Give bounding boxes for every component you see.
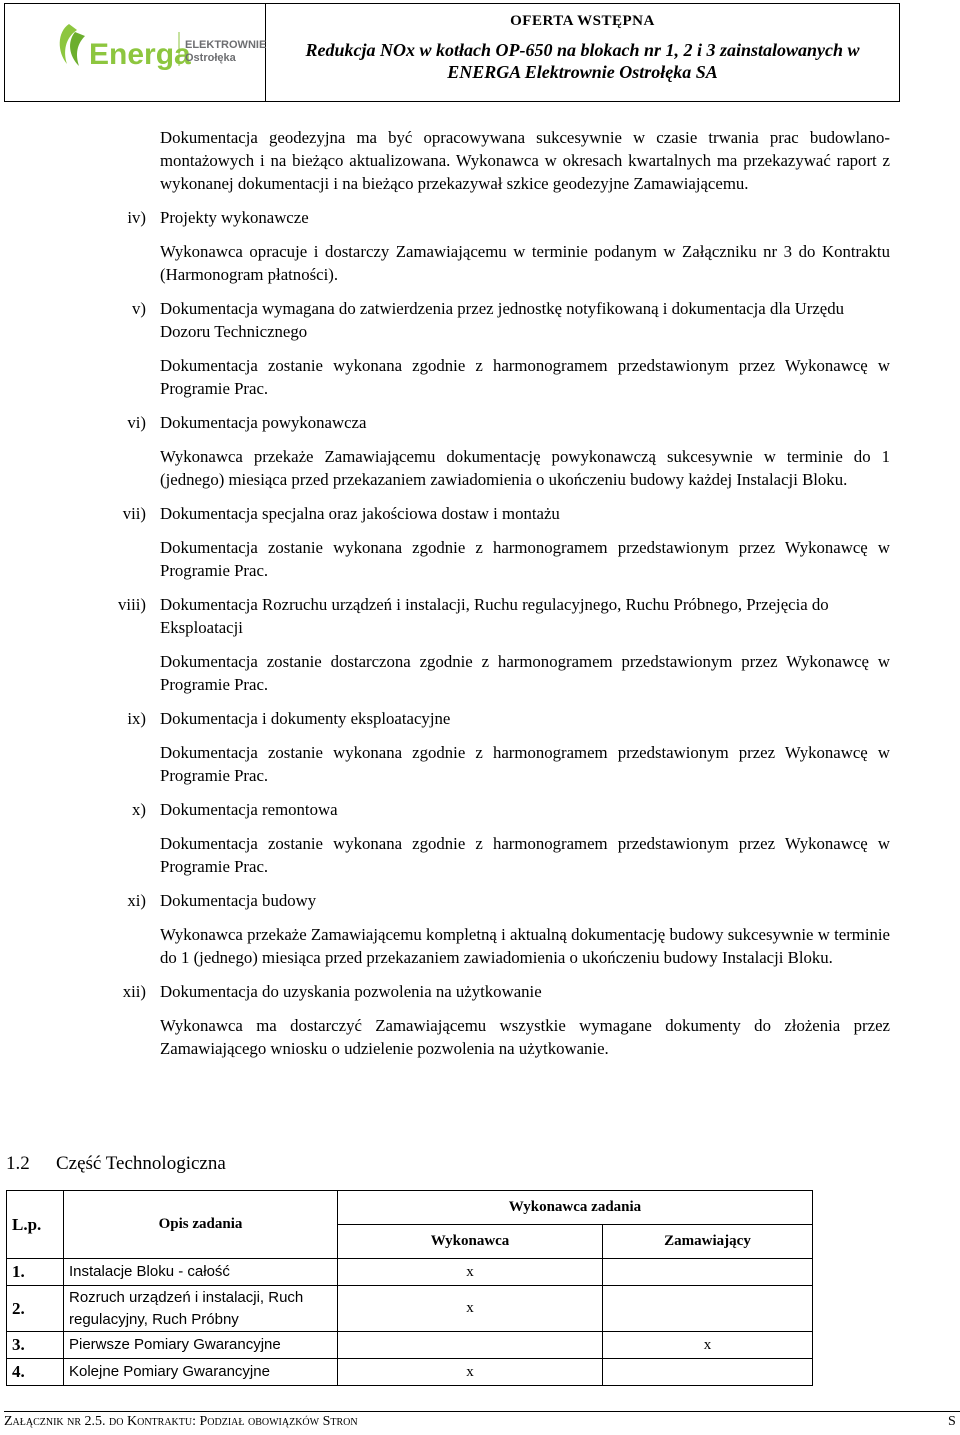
item-number: xii): [122, 982, 146, 1001]
logo-cell: [5, 4, 266, 101]
documentation-item: [0, 411, 960, 502]
documentation-item: [0, 798, 960, 889]
header-zamawiajacy: Zamawiający: [603, 1225, 813, 1259]
documentation-item: [0, 297, 960, 411]
row-description: Instalacje Bloku - całość: [64, 1259, 338, 1286]
item-body: Wykonawca przekaże Zamawiającemu dokumentację powykonawczą sukcesywnie w terminie do 1 (jednego) miesiąca przed przekazaniem zawiadomienia o ukończeniu budowy każdej Instalacji Bloku.: [160, 447, 890, 489]
row-zamawiajacy-mark: x: [603, 1332, 813, 1359]
row-zamawiajacy-mark: [603, 1359, 813, 1386]
section-heading: [6, 1153, 226, 1175]
row-zamawiajacy-mark: [603, 1259, 813, 1286]
item-heading: [132, 798, 890, 821]
documentation-item: [0, 502, 960, 593]
item-body: Dokumentacja zostanie wykonana zgodnie z harmonogramem przedstawionym przez Wykonawcę w Programie Prac.: [160, 834, 890, 876]
row-lp: 3.: [7, 1332, 64, 1359]
row-zamawiajacy-mark: [603, 1286, 813, 1332]
header-title-cell: [266, 4, 899, 101]
item-title: Dokumentacja Rozruchu urządzeń i instalacji, Ruchu regulacyjnego, Ruchu Próbnego, Przejęcia do Eksploatacji: [160, 595, 829, 637]
logo-sub-line2: Ostrołęka: [185, 52, 236, 64]
item-title: Dokumentacja specjalna oraz jakościowa dostaw i montażu: [160, 504, 560, 523]
item-number: iv): [127, 208, 146, 227]
item-title: Dokumentacja do uzyskania pozwolenia na użytkowanie: [160, 982, 542, 1001]
item-heading: [127, 411, 890, 434]
item-body: Dokumentacja zostanie wykonana zgodnie z harmonogramem przedstawionym przez Wykonawcę w Programie Prac.: [160, 743, 890, 785]
offer-title: OFERTA WSTĘPNA: [510, 13, 655, 29]
page-footer: [4, 1411, 960, 1430]
row-lp: 2.: [7, 1286, 64, 1332]
item-number: v): [132, 299, 146, 318]
documentation-item: [0, 707, 960, 798]
item-heading: [118, 593, 890, 639]
documentation-item: [0, 980, 960, 1071]
intro-paragraph: Dokumentacja geodezyjna ma być opracowywana sukcesywnie w czasie trwania prac budowlano-montażowych i na bieżąco aktualizowana. Wykonawca w okresach kwartalnych ma przekazywać raport z wykonanej dokumentacji i na bieżąco przekazywał szkice geodezyjne Zamawiającemu.: [160, 128, 890, 193]
header-wykonawca: Wykonawca: [338, 1225, 603, 1259]
footer-page-fragment: S: [948, 1414, 956, 1429]
table-body: [7, 1259, 813, 1386]
row-description: Kolejne Pomiary Gwarancyjne: [64, 1359, 338, 1386]
row-description: Pierwsze Pomiary Gwarancyjne: [64, 1332, 338, 1359]
energa-logo: [55, 18, 267, 88]
page-header: [4, 3, 900, 102]
item-heading: [127, 206, 890, 229]
item-body: Dokumentacja zostanie wykonana zgodnie z harmonogramem przedstawionym przez Wykonawcę w Programie Prac.: [160, 538, 890, 580]
item-body: Dokumentacja zostanie dostarczona zgodnie z harmonogramem przedstawionym przez Wykonawcę w Programie Prac.: [160, 652, 890, 694]
row-wykonawca-mark: x: [338, 1359, 603, 1386]
item-body: Wykonawca ma dostarczyć Zamawiającemu wszystkie wymagane dokumenty do złożenia przez Zamawiającego wniosku o udzielenie pozwolenia na użytkowanie.: [160, 1016, 890, 1058]
item-number: x): [132, 800, 146, 819]
footer-text: Załącznik nr 2.5. do Kontraktu: Podział obowiązków Stron: [4, 1414, 358, 1429]
item-number: vi): [127, 413, 146, 432]
item-body: Wykonawca przekaże Zamawiającemu kompletną i aktualną dokumentację budowy sukcesywnie w terminie do 1 (jednego) miesiąca przed przekazaniem zawiadomienia o ukończeniu budowy Instalacji Bloku.: [160, 925, 890, 967]
header-group: Wykonawca zadania: [338, 1191, 813, 1225]
document-body: [0, 126, 960, 1071]
row-wykonawca-mark: x: [338, 1286, 603, 1332]
documentation-list: [0, 206, 960, 1071]
row-description: Rozruch urządzeń i instalacji, Ruch regulacyjny, Ruch Próbny: [64, 1286, 338, 1332]
documentation-item: [0, 206, 960, 297]
row-lp: 4.: [7, 1359, 64, 1386]
header-lp: L.p.: [7, 1191, 64, 1259]
item-body: Wykonawca opracuje i dostarczy Zamawiającemu w terminie podanym w Załączniku nr 3 do Kontraktu (Harmonogram płatności).: [160, 242, 890, 284]
section-number: 1.2: [6, 1153, 30, 1174]
responsibility-table: [6, 1190, 813, 1386]
row-lp: 1.: [7, 1259, 64, 1286]
item-title: Dokumentacja remontowa: [160, 800, 338, 819]
item-title: Projekty wykonawcze: [160, 208, 309, 227]
project-title: Redukcja NOx w kotłach OP-650 na blokach nr 1, 2 i 3 zainstalowanych w ENERGA Elektrownie Ostrołęka SA: [305, 40, 860, 82]
row-wykonawca-mark: x: [338, 1259, 603, 1286]
documentation-item: [0, 593, 960, 707]
table-row: [7, 1259, 813, 1286]
item-heading: [127, 889, 890, 912]
item-number: xi): [127, 891, 146, 910]
item-heading: [127, 707, 890, 730]
item-title: Dokumentacja powykonawcza: [160, 413, 367, 432]
documentation-item: [0, 889, 960, 980]
item-heading: [122, 980, 890, 1003]
table-row: [7, 1332, 813, 1359]
logo-wing-shape: [70, 32, 85, 66]
row-wykonawca-mark: [338, 1332, 603, 1359]
item-number: vii): [122, 504, 146, 523]
item-number: viii): [118, 595, 146, 614]
item-title: Dokumentacja i dokumenty eksploatacyjne: [160, 709, 451, 728]
header-description: Opis zadania: [64, 1191, 338, 1259]
table-header-row: [7, 1191, 813, 1225]
item-heading: [122, 502, 890, 525]
logo-sub-line1: ELEKTROWNIE: [185, 39, 267, 51]
table-row: [7, 1359, 813, 1386]
item-number: ix): [127, 709, 146, 728]
item-title: Dokumentacja wymagana do zatwierdzenia przez jednostkę notyfikowaną i dokumentacja dla Urzędu Dozoru Technicznego: [160, 299, 845, 341]
item-body: Dokumentacja zostanie wykonana zgodnie z harmonogramem przedstawionym przez Wykonawcę w Programie Prac.: [160, 356, 890, 398]
item-title: Dokumentacja budowy: [160, 891, 317, 910]
section-title: Część Technologiczna: [56, 1153, 226, 1174]
item-heading: [132, 297, 890, 343]
table-row: [7, 1286, 813, 1332]
logo-brand-text: Energa: [89, 38, 191, 71]
